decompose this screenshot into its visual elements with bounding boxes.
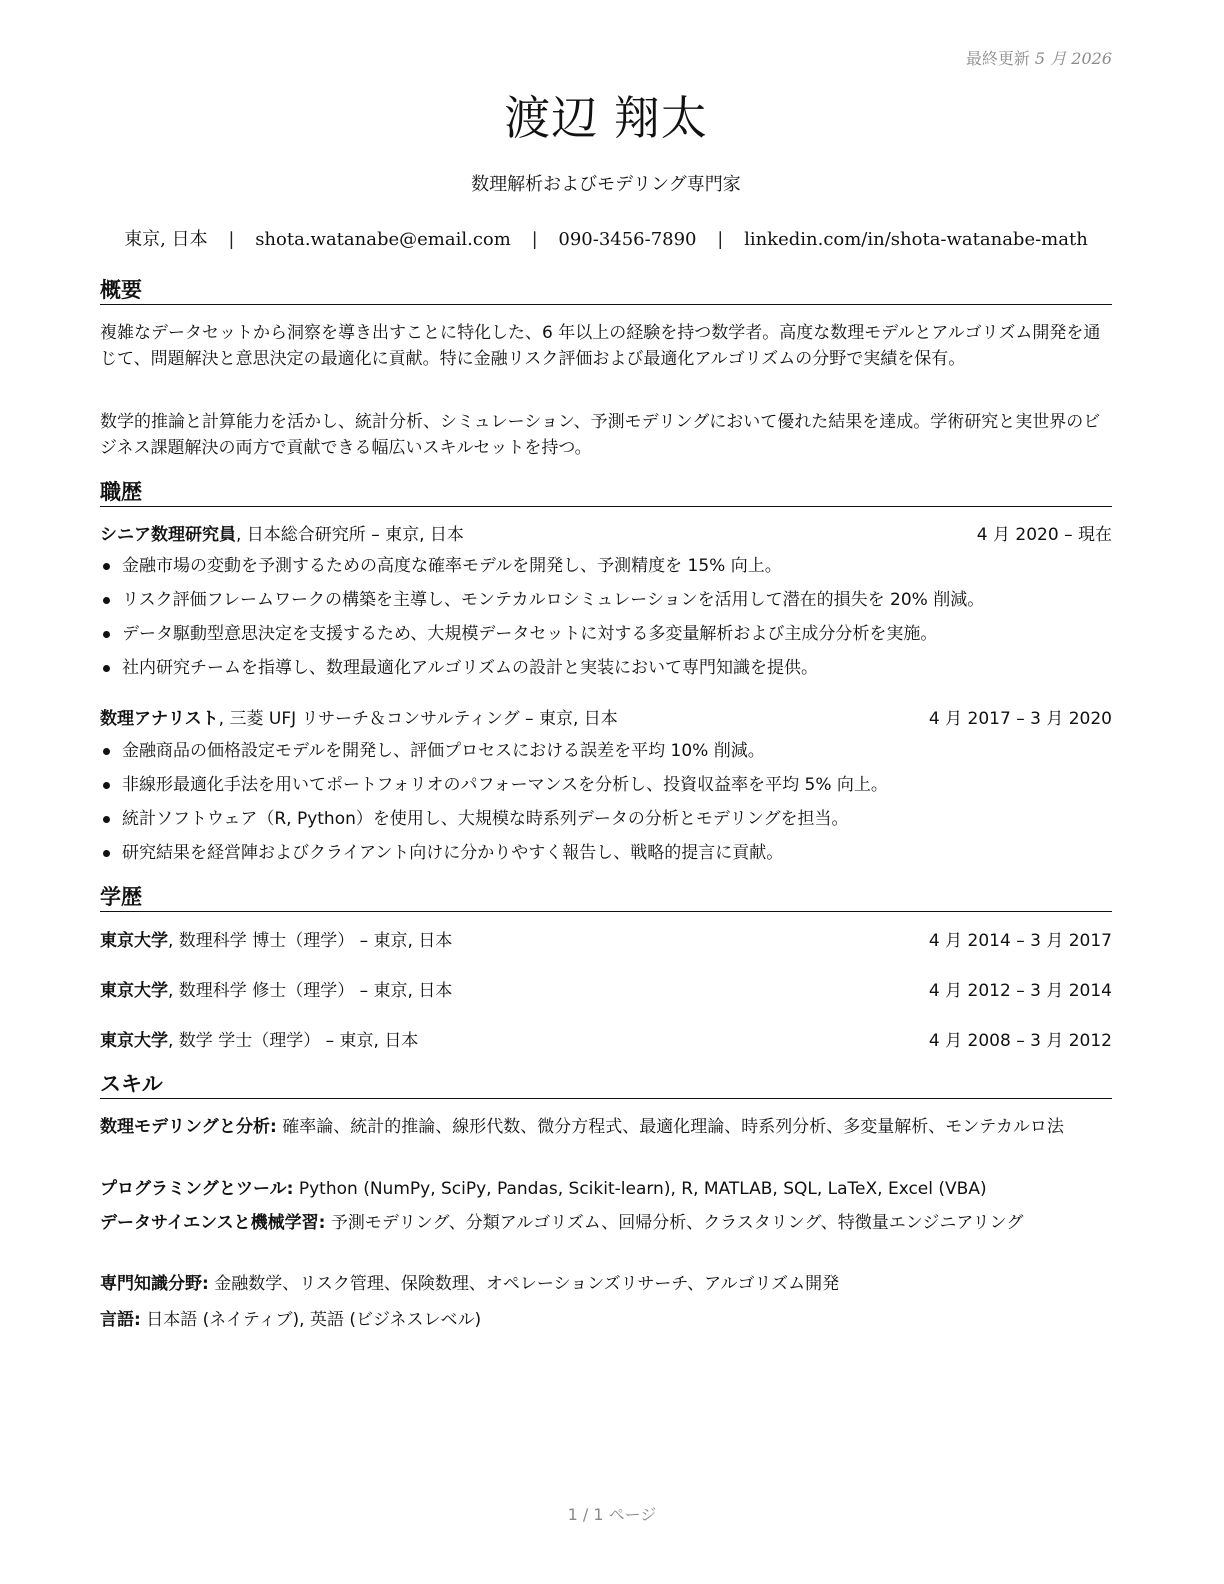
skill-category: 言語:	[100, 1310, 141, 1330]
contact-phone: 090-3456-7890	[558, 229, 697, 250]
contact-linkedin[interactable]: linkedin.com/in/shota-watanabe-math	[744, 229, 1088, 250]
skill-item	[100, 1176, 1112, 1202]
skill-category: プログラミングとツール:	[100, 1179, 294, 1199]
job-role: 数理アナリスト	[100, 709, 219, 729]
last-updated	[966, 46, 1112, 69]
contact-separator: |	[228, 229, 235, 250]
list-item: 非線形最適化手法を用いてポートフォリオのパフォーマンスを分析し、投資収益率を平均 5% 向上。	[100, 768, 1112, 802]
skill-item	[100, 1210, 1112, 1236]
last-updated-date: 5 月 2026	[1034, 49, 1112, 68]
job-role: シニア数理研究員	[100, 525, 236, 545]
list-item: 統計ソフトウェア（R, Python）を使用し、大規模な時系列データの分析とモデリングを担当。	[100, 802, 1112, 836]
education-school: 東京大学	[100, 1031, 168, 1051]
job-dates: 4 月 2020 – 現在	[976, 525, 1112, 545]
list-item: 金融市場の変動を予測するための高度な確率モデルを開発し、予測精度を 15% 向上。	[100, 549, 1112, 583]
list-item: 研究結果を経営陣およびクライアント向けに分かりやすく報告し、戦略的提言に貢献。	[100, 836, 1112, 870]
education-item	[100, 929, 1112, 953]
skill-item	[100, 1271, 1112, 1297]
skill-category: 専門知識分野:	[100, 1274, 209, 1294]
section-title-summary: 概要	[100, 278, 1112, 305]
skill-values: Python (NumPy, SciPy, Pandas, Scikit-learn), R, MATLAB, SQL, LaTeX, Excel (VBA)	[293, 1179, 987, 1199]
education-item	[100, 979, 1112, 1003]
skill-values: 予測モデリング、分類アルゴリズム、回帰分析、クラスタリング、特徴量エンジニアリング	[325, 1213, 1024, 1233]
contact-separator: |	[531, 229, 538, 250]
skill-values: 金融数学、リスク管理、保険数理、オペレーションズリサーチ、アルゴリズム開発	[208, 1274, 840, 1294]
education-detail: , 数理科学 修士（理学） – 東京, 日本	[168, 981, 453, 1001]
job-header	[100, 707, 1112, 731]
skill-values: 確率論、統計的推論、線形代数、微分方程式、最適化理論、時系列分析、多変量解析、モンテカルロ法	[276, 1117, 1064, 1137]
skill-category: データサイエンスと機械学習:	[100, 1213, 326, 1233]
education-detail: , 数学 学士（理学） – 東京, 日本	[168, 1031, 419, 1051]
summary-paragraph: 数学的推論と計算能力を活かし、統計分析、シミュレーション、予測モデリングにおいて優れた結果を達成。学術研究と実世界のビジネス課題解決の両方で貢献できる幅広いスキルセットを持つ。	[100, 412, 1101, 458]
education-dates: 4 月 2008 – 3 月 2012	[928, 1031, 1112, 1051]
resume-page	[100, 0, 1112, 1584]
section-title-skills: スキル	[100, 1072, 1112, 1099]
skill-values: 日本語 (ネイティブ), 英語 (ビジネスレベル)	[140, 1310, 482, 1330]
education-dates: 4 月 2012 – 3 月 2014	[928, 981, 1112, 1001]
job-bullets	[100, 549, 1112, 685]
job-header	[100, 523, 1112, 547]
job-bullets	[100, 734, 1112, 870]
list-item: リスク評価フレームワークの構築を主導し、モンテカルロシミュレーションを活用して潜在的損失を 20% 削減。	[100, 583, 1112, 617]
section-title-experience: 職歴	[100, 480, 1112, 507]
summary-paragraph: 複雑なデータセットから洞察を導き出すことに特化した、6 年以上の経験を持つ数学者。高度な数理モデルとアルゴリズム開発を通じて、問題解決と意思決定の最適化に貢献。特に金融リスク評価および最適化アルゴリズムの分野で実績を保有。	[100, 323, 1101, 369]
education-item	[100, 1029, 1112, 1053]
list-item: 金融商品の価格設定モデルを開発し、評価プロセスにおける誤差を平均 10% 削減。	[100, 734, 1112, 768]
page-number: 1 / 1 ページ	[567, 1505, 657, 1524]
candidate-name: 渡辺 翔太	[504, 91, 708, 145]
education-school: 東京大学	[100, 931, 168, 951]
job-organization: , 三菱 UFJ リサーチ＆コンサルティング – 東京, 日本	[218, 709, 618, 729]
education-school: 東京大学	[100, 981, 168, 1001]
contact-email[interactable]: shota.watanabe@email.com	[255, 229, 511, 250]
job-organization: , 日本総合研究所 – 東京, 日本	[236, 525, 464, 545]
skill-category: 数理モデリングと分析:	[100, 1117, 277, 1137]
list-item: データ駆動型意思決定を支援するため、大規模データセットに対する多変量解析および主成分分析を実施。	[100, 617, 1112, 651]
section-title-education: 学歴	[100, 885, 1112, 912]
skill-item	[100, 1114, 1112, 1140]
last-updated-label: 最終更新	[965, 49, 1030, 68]
candidate-tagline: 数理解析およびモデリング専門家	[471, 174, 741, 195]
contact-line	[100, 225, 1112, 251]
contact-location: 東京, 日本	[124, 229, 208, 250]
education-dates: 4 月 2014 – 3 月 2017	[928, 931, 1112, 951]
contact-separator: |	[717, 229, 724, 250]
list-item: 社内研究チームを指導し、数理最適化アルゴリズムの設計と実装において専門知識を提供。	[100, 651, 1112, 685]
job-dates: 4 月 2017 – 3 月 2020	[928, 709, 1112, 729]
education-detail: , 数理科学 博士（理学） – 東京, 日本	[168, 931, 453, 951]
skill-item	[100, 1307, 1112, 1333]
